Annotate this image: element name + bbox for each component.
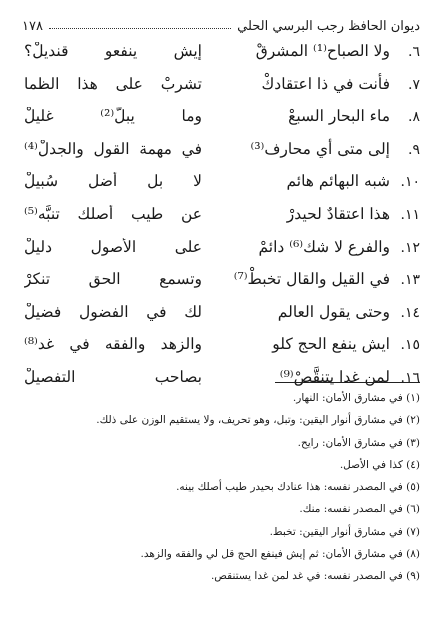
verse-line bbox=[24, 75, 420, 108]
footnote: (٦) في المصدر نفسه: منك. bbox=[299, 503, 420, 516]
verse-second-hemistich: وتسمع الحق تنكرْ bbox=[24, 270, 202, 289]
verse-first-hemistich: في القيل والقال تخبطْ⁽⁷⁾ bbox=[233, 270, 390, 289]
verse-line bbox=[24, 140, 420, 173]
verse-first-hemistich: لمن غدا يتنقَّصْ⁽⁹⁾ bbox=[279, 367, 390, 386]
footnote: (٣) في مشارق الأمان: رايح. bbox=[297, 436, 420, 449]
footnote: (٨) في مشارق الأمان: ثم إيش فينفع الحج قل لي والفقه والزهد. bbox=[140, 548, 420, 561]
verse-number: ٨. bbox=[408, 109, 420, 126]
verse-second-hemistich: بصاحب التفصيلْ bbox=[24, 367, 202, 386]
verse-number: ١٠. bbox=[400, 174, 420, 191]
footnote: (٢) في مشارق أنوار اليقين: وتبل، وهو تحريف، ولا يستقيم الوزن على ذلك. bbox=[96, 414, 420, 427]
poem bbox=[24, 42, 420, 401]
verse-first-hemistich: فأنت في ذا اعتقادكْ bbox=[261, 74, 390, 93]
footnote: (٩) في المصدر نفسه: في غد لمن غدا يستنقص. bbox=[210, 570, 420, 583]
verse-number: ٦. bbox=[408, 44, 420, 60]
verse-first-hemistich: إلى متى أي محارف⁽³⁾ bbox=[250, 139, 390, 158]
verse-first-hemistich: ماء البحار السبعْ bbox=[288, 107, 390, 126]
header-leader-dots bbox=[49, 27, 231, 29]
verse-first-hemistich: شبه البهائم هائم bbox=[286, 172, 390, 191]
verse-second-hemistich: لا بل أضل سُبيلْ bbox=[24, 172, 202, 191]
verse-second-hemistich: وما يبلُّ⁽²⁾ غليلْ bbox=[24, 107, 202, 126]
verse-first-hemistich: وحتى يقول العالم bbox=[277, 302, 390, 321]
verse-number: ١٤. bbox=[400, 304, 420, 321]
verse-number: ١١. bbox=[400, 206, 420, 223]
verse-line bbox=[24, 205, 420, 238]
verse-number: ١٦. bbox=[400, 369, 420, 386]
verse-second-hemistich: لك في الفضول فضيلْ bbox=[24, 302, 202, 321]
verse-first-hemistich: ولا الصباح⁽¹⁾ المشرقْ bbox=[255, 42, 390, 60]
verse-line bbox=[24, 270, 420, 303]
page-number: ١٧٨ bbox=[22, 19, 43, 34]
verse-first-hemistich: والفرع لا شك⁽⁶⁾ دائمْ bbox=[258, 237, 390, 256]
verse-second-hemistich: إيش ينفعو قنديلْ؟ bbox=[24, 42, 202, 60]
verse-line bbox=[24, 107, 420, 140]
footnote: (١) في مشارق الأمان: النهار. bbox=[292, 392, 420, 404]
footnotes bbox=[18, 387, 420, 588]
verse-second-hemistich: في مهمة القول والجدلْ⁽⁴⁾ bbox=[24, 139, 202, 158]
footnote: (٥) في المصدر نفسه: هذا عنادك بحيدر طيب أصلك بينه. bbox=[176, 481, 420, 494]
verse-line bbox=[24, 238, 420, 271]
verse-number: ٩. bbox=[408, 141, 420, 158]
footnote: (٧) في مشارق أنوار اليقين: تخبط. bbox=[269, 525, 420, 538]
footnote-separator bbox=[275, 382, 420, 383]
verse-line bbox=[24, 335, 420, 368]
verse-second-hemistich: عن طيب أصلك تنبَّه⁽⁵⁾ bbox=[24, 204, 202, 223]
verse-line bbox=[24, 172, 420, 205]
verse-second-hemistich: والزهد والفقه في غد⁽⁸⁾ bbox=[24, 335, 202, 354]
verse-first-hemistich: ايش ينفع الحج كلو bbox=[272, 335, 390, 354]
verse-line bbox=[24, 303, 420, 336]
verse-number: ١٥. bbox=[400, 337, 420, 354]
verse-number: ٧. bbox=[408, 76, 420, 93]
verse-line bbox=[24, 42, 420, 75]
verse-second-hemistich: تشربْ على هذا الظما bbox=[24, 74, 202, 93]
verse-number: ١٣. bbox=[400, 272, 420, 289]
verse-second-hemistich: على الأصول دليلْ bbox=[24, 237, 202, 256]
verse-number: ١٢. bbox=[400, 239, 420, 256]
verse-first-hemistich: هذا اعتقادٌ لحيدرْ bbox=[286, 204, 390, 223]
running-title: ديوان الحافظ رجب البرسي الحلي bbox=[237, 19, 420, 34]
footnote: (٤) كذا في الأصل. bbox=[339, 458, 420, 471]
page-header bbox=[22, 10, 420, 34]
